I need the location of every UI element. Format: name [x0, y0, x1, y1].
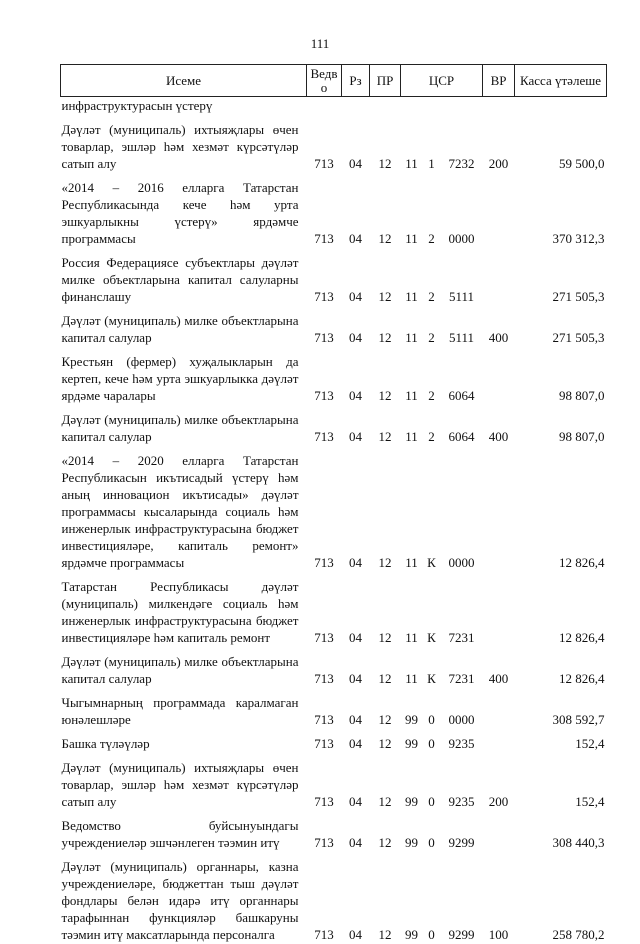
row-vr — [483, 248, 515, 306]
row-pr — [370, 97, 401, 116]
row-ved: 713 — [307, 115, 342, 173]
row-csr-subprogram: 0 — [423, 753, 441, 811]
row-pr: 12 — [370, 173, 401, 248]
row-vr — [483, 688, 515, 729]
row-amount: 271 505,3 — [515, 306, 607, 347]
row-vr — [483, 729, 515, 753]
row-vr — [483, 173, 515, 248]
row-csr-direction: 9235 — [441, 753, 483, 811]
table-body — [61, 97, 607, 944]
header-name: Исеме — [61, 65, 307, 97]
row-rz: 04 — [342, 446, 370, 572]
table-row — [61, 405, 607, 446]
table-row — [61, 688, 607, 729]
row-name: Татарстан Республикасы дәүләт (муниципаль) милкендәге социаль һәм инженерлык инфраструктурасына бюджет инвестицияләре һәм капиталь ремонт — [61, 572, 307, 647]
row-name: «2014 – 2020 елларга Татарстан Республикасын икътисадый үстерү һәм аның инновацион икътисады» дәүләт программасы кысаларында социаль һәм инженерлык инфраструктурасына бюджет инвестицияләре, капиталь ремонт» ярдәмче программасы — [61, 446, 307, 572]
row-amount: 59 500,0 — [515, 115, 607, 173]
row-vr: 400 — [483, 306, 515, 347]
table-row — [61, 347, 607, 405]
row-amount: 98 807,0 — [515, 405, 607, 446]
row-ved: 713 — [307, 572, 342, 647]
row-amount: 308 592,7 — [515, 688, 607, 729]
row-ved: 713 — [307, 811, 342, 852]
table-row — [61, 97, 607, 116]
row-name: Дәүләт (муниципаль) милке объектларына капитал салулар — [61, 405, 307, 446]
row-ved: 713 — [307, 688, 342, 729]
row-vr: 100 — [483, 852, 515, 944]
row-csr-program: 99 — [401, 729, 423, 753]
row-name: Дәүләт (муниципаль) милке объектларына капитал салулар — [61, 647, 307, 688]
row-amount: 271 505,3 — [515, 248, 607, 306]
row-csr-direction: 5111 — [441, 306, 483, 347]
row-pr: 12 — [370, 405, 401, 446]
row-rz: 04 — [342, 572, 370, 647]
row-csr-program: 99 — [401, 852, 423, 944]
row-csr-direction: 0000 — [441, 446, 483, 572]
row-csr-subprogram: 1 — [423, 115, 441, 173]
table-row — [61, 115, 607, 173]
row-vr — [483, 347, 515, 405]
row-rz: 04 — [342, 115, 370, 173]
row-ved: 713 — [307, 852, 342, 944]
budget-table — [60, 64, 607, 944]
row-rz: 04 — [342, 248, 370, 306]
row-ved: 713 — [307, 173, 342, 248]
table-row — [61, 729, 607, 753]
row-csr-direction: 5111 — [441, 248, 483, 306]
row-rz — [342, 97, 370, 116]
row-pr: 12 — [370, 647, 401, 688]
row-name: Крестьян (фермер) хуҗалыкларын да кертеп, кече һәм урта эшкуарлыкка дәүләт ярдәме чаралары — [61, 347, 307, 405]
row-pr: 12 — [370, 753, 401, 811]
table-row — [61, 173, 607, 248]
row-csr-subprogram: К — [423, 647, 441, 688]
row-amount: 12 826,4 — [515, 647, 607, 688]
row-csr-direction: 6064 — [441, 347, 483, 405]
row-pr: 12 — [370, 852, 401, 944]
row-vr: 400 — [483, 647, 515, 688]
row-rz: 04 — [342, 347, 370, 405]
row-vr: 200 — [483, 115, 515, 173]
row-csr-program: 99 — [401, 811, 423, 852]
row-vr: 400 — [483, 405, 515, 446]
row-csr-subprogram: 2 — [423, 347, 441, 405]
row-name: Россия Федерациясе субъектлары дәүләт милке объектларына капитал салуларны финанслашу — [61, 248, 307, 306]
row-rz: 04 — [342, 405, 370, 446]
row-csr-direction: 7231 — [441, 647, 483, 688]
row-amount: 12 826,4 — [515, 572, 607, 647]
row-rz: 04 — [342, 753, 370, 811]
row-name: «2014 – 2016 елларга Татарстан Республикасында кече һәм урта эшкуарлыкны үстерү» ярдәмче программасы — [61, 173, 307, 248]
row-pr: 12 — [370, 811, 401, 852]
row-csr-subprogram: 0 — [423, 852, 441, 944]
row-csr-program — [401, 97, 423, 116]
table-header-row — [61, 65, 607, 97]
row-csr-direction: 9299 — [441, 852, 483, 944]
row-ved: 713 — [307, 647, 342, 688]
row-csr-program: 11 — [401, 405, 423, 446]
header-vr: ВР — [483, 65, 515, 97]
row-csr-program: 99 — [401, 753, 423, 811]
row-ved: 713 — [307, 306, 342, 347]
row-rz: 04 — [342, 852, 370, 944]
row-csr-subprogram: 0 — [423, 729, 441, 753]
row-csr-direction: 7231 — [441, 572, 483, 647]
row-name: Дәүләт (муниципаль) ихтыяҗлары өчен товарлар, эшләр һәм хезмәт күрсәтүләр сатып алу — [61, 753, 307, 811]
header-csr: ЦСР — [401, 65, 483, 97]
row-amount: 308 440,3 — [515, 811, 607, 852]
row-csr-direction: 0000 — [441, 173, 483, 248]
row-csr-program: 11 — [401, 306, 423, 347]
row-csr-program: 11 — [401, 173, 423, 248]
row-pr: 12 — [370, 248, 401, 306]
row-pr: 12 — [370, 729, 401, 753]
row-vr — [483, 811, 515, 852]
header-ved-label: Ведво — [309, 67, 339, 95]
header-kassa: Касса үтәлеше — [515, 65, 607, 97]
row-pr: 12 — [370, 688, 401, 729]
row-csr-direction: 7232 — [441, 115, 483, 173]
row-amount: 152,4 — [515, 753, 607, 811]
row-amount: 152,4 — [515, 729, 607, 753]
row-pr: 12 — [370, 572, 401, 647]
row-csr-subprogram: К — [423, 446, 441, 572]
row-vr: 200 — [483, 753, 515, 811]
row-ved: 713 — [307, 753, 342, 811]
row-csr-direction: 9299 — [441, 811, 483, 852]
row-ved: 713 — [307, 446, 342, 572]
row-amount: 258 780,2 — [515, 852, 607, 944]
header-rz: Рз — [342, 65, 370, 97]
row-name: Ведомство буйсынуындагы учреждениеләр эшчәнлеген тәэмин итү — [61, 811, 307, 852]
row-csr-program: 11 — [401, 572, 423, 647]
row-csr-program: 11 — [401, 647, 423, 688]
table-row — [61, 572, 607, 647]
row-name: инфраструктурасын үстерү — [61, 97, 307, 116]
row-csr-direction — [441, 97, 483, 116]
row-rz: 04 — [342, 688, 370, 729]
row-name: Чыгымнарның программада каралмаган юнәлешләре — [61, 688, 307, 729]
row-rz: 04 — [342, 811, 370, 852]
table-row — [61, 811, 607, 852]
row-csr-subprogram: 0 — [423, 688, 441, 729]
row-amount: 370 312,3 — [515, 173, 607, 248]
row-csr-direction: 0000 — [441, 688, 483, 729]
table-row — [61, 248, 607, 306]
table-row — [61, 647, 607, 688]
row-csr-program: 11 — [401, 347, 423, 405]
table-row — [61, 306, 607, 347]
row-ved: 713 — [307, 248, 342, 306]
row-amount: 98 807,0 — [515, 347, 607, 405]
row-name: Дәүләт (муниципаль) милке объектларына капитал салулар — [61, 306, 307, 347]
row-csr-subprogram: 2 — [423, 405, 441, 446]
row-vr — [483, 446, 515, 572]
row-csr-subprogram — [423, 97, 441, 116]
row-csr-program: 11 — [401, 248, 423, 306]
row-rz: 04 — [342, 647, 370, 688]
row-rz: 04 — [342, 729, 370, 753]
row-ved: 713 — [307, 405, 342, 446]
row-csr-subprogram: 2 — [423, 248, 441, 306]
row-vr — [483, 572, 515, 647]
row-pr: 12 — [370, 347, 401, 405]
row-pr: 12 — [370, 446, 401, 572]
row-csr-subprogram: К — [423, 572, 441, 647]
row-csr-subprogram: 2 — [423, 306, 441, 347]
table-row — [61, 852, 607, 944]
table-row — [61, 446, 607, 572]
header-pr: ПР — [370, 65, 401, 97]
row-ved — [307, 97, 342, 116]
row-amount — [515, 97, 607, 116]
row-amount: 12 826,4 — [515, 446, 607, 572]
row-name: Башка түләүләр — [61, 729, 307, 753]
row-vr — [483, 97, 515, 116]
row-csr-subprogram: 2 — [423, 173, 441, 248]
row-csr-direction: 9235 — [441, 729, 483, 753]
row-csr-direction: 6064 — [441, 405, 483, 446]
row-csr-program: 99 — [401, 688, 423, 729]
row-name: Дәүләт (муниципаль) органнары, казна учреждениеләре, бюджеттан тыш дәүләт фондлары белән идарә итү органнары тарафыннан функцияләр башкаруны тәэмин итү максатларында персоналга — [61, 852, 307, 944]
page-number: 111 — [0, 36, 640, 52]
row-csr-program: 11 — [401, 446, 423, 572]
table-row — [61, 753, 607, 811]
row-rz: 04 — [342, 173, 370, 248]
row-ved: 713 — [307, 729, 342, 753]
row-csr-program: 11 — [401, 115, 423, 173]
row-pr: 12 — [370, 306, 401, 347]
row-pr: 12 — [370, 115, 401, 173]
row-ved: 713 — [307, 347, 342, 405]
row-csr-subprogram: 0 — [423, 811, 441, 852]
row-rz: 04 — [342, 306, 370, 347]
row-name: Дәүләт (муниципаль) ихтыяҗлары өчен товарлар, эшләр һәм хезмәт күрсәтүләр сатып алу — [61, 115, 307, 173]
header-ved — [307, 65, 342, 97]
